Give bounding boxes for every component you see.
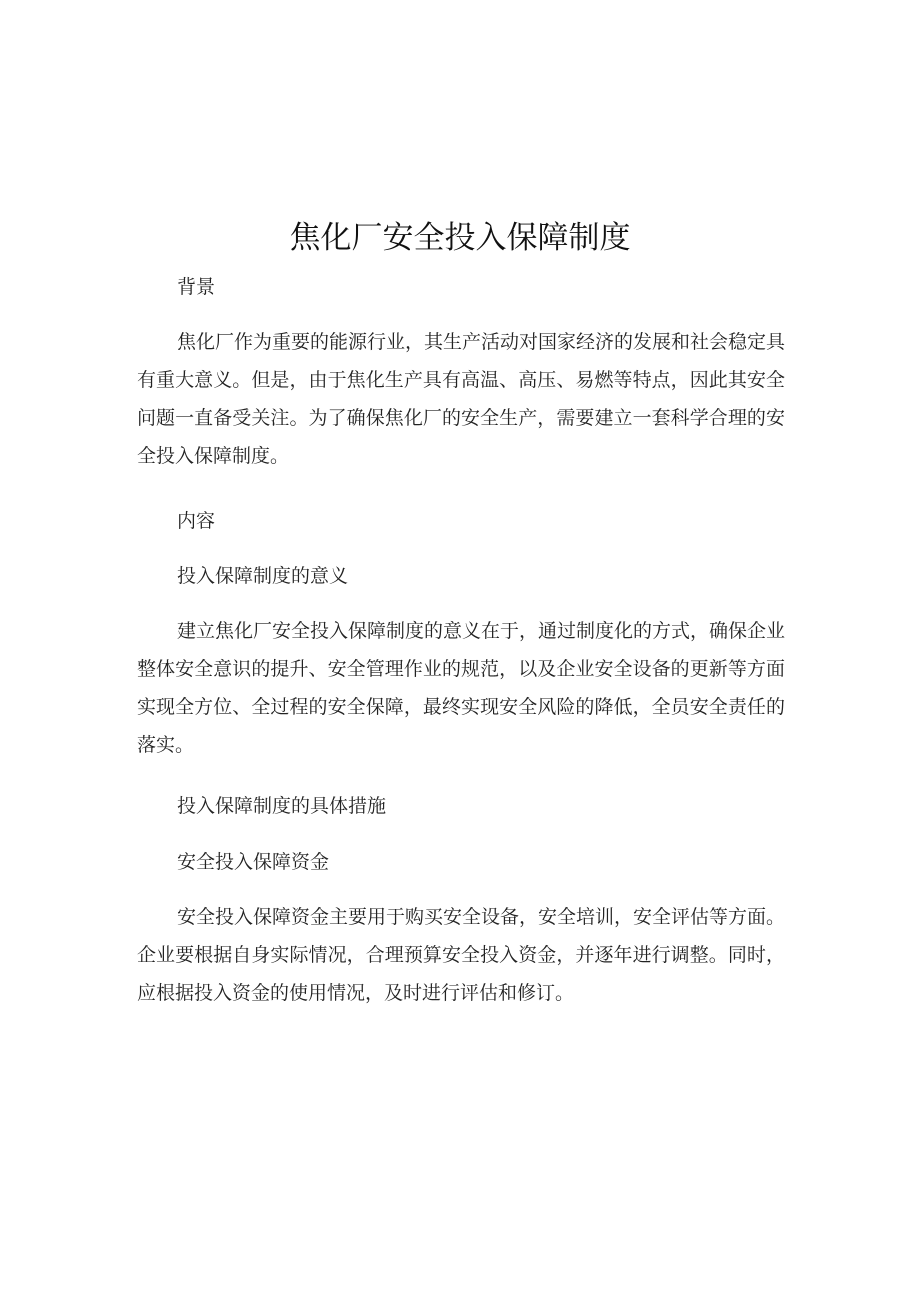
paragraph-significance: 建立焦化厂安全投入保障制度的意义在于，通过制度化的方式，确保企业整体安全意识的提升、安全管理作业的规范，以及企业安全设备的更新等方面实现全方位、全过程的安全保障，最终实现安全风险的降低，全员安全责任的落实。 bbox=[137, 620, 786, 756]
subheading-funds: 安全投入保障资金 bbox=[177, 851, 330, 873]
subheading-measures: 投入保障制度的具体措施 bbox=[177, 795, 387, 817]
paragraph-funds: 安全投入保障资金主要用于购买安全设备，安全培训，安全评估等方面。企业要根据自身实际情况，合理预算安全投入资金，并逐年进行调整。同时，应根据投入资金的使用情况，及时进行评估和修订。 bbox=[137, 906, 786, 1004]
document-title: 焦化厂安全投入保障制度 bbox=[289, 220, 631, 256]
section-heading-background: 背景 bbox=[177, 276, 216, 298]
section-heading-content: 内容 bbox=[177, 510, 216, 532]
subheading-significance: 投入保障制度的意义 bbox=[177, 565, 349, 587]
paragraph-background: 焦化厂作为重要的能源行业，其生产活动对国家经济的发展和社会稳定具有重大意义。但是，由于焦化生产具有高温、高压、易燃等特点，因此其安全问题一直备受关注。为了确保焦化厂的安全生产，需要建立一套科学合理的安全投入保障制度。 bbox=[137, 331, 786, 467]
